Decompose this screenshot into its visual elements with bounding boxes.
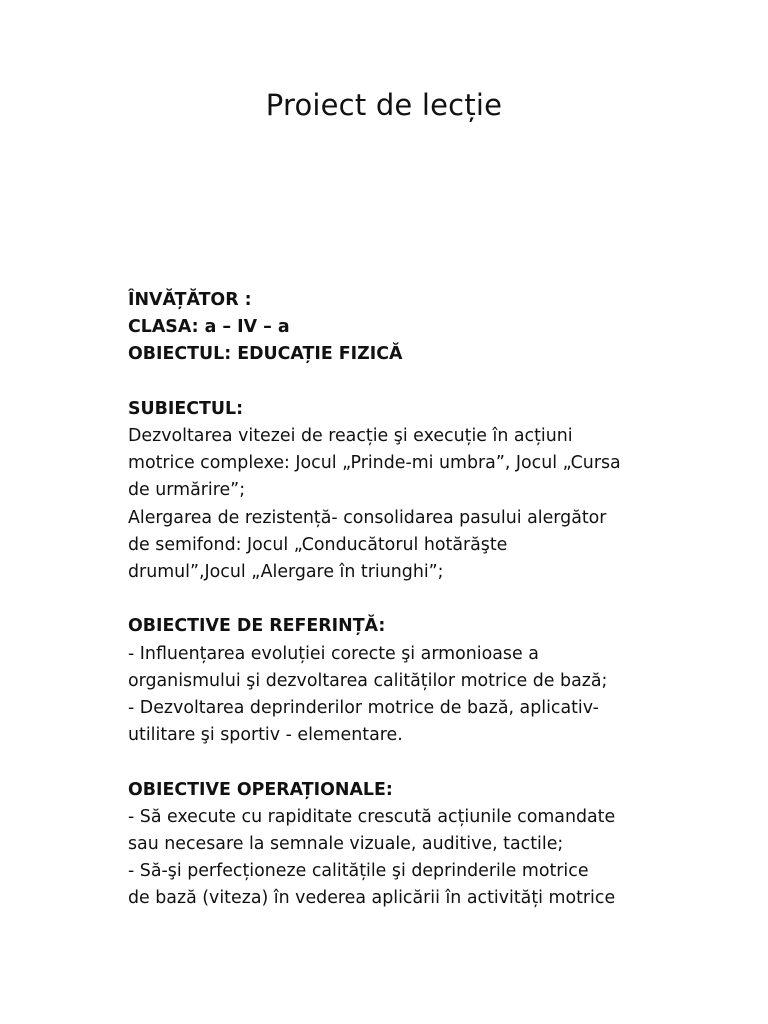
subject-line: OBIECTUL: EDUCAȚIE FIZICĂ bbox=[128, 344, 403, 365]
paragraph-line: de urmărire”; bbox=[128, 480, 246, 501]
paragraph-line: Alergarea de rezistență- consolidarea pasului alergător bbox=[128, 507, 607, 528]
section-spacer bbox=[128, 749, 728, 776]
page-title: Proiect de lecție bbox=[265, 88, 503, 122]
subiectul-section bbox=[128, 396, 728, 586]
section-heading: OBIECTIVE DE REFERINȚĂ: bbox=[128, 616, 386, 637]
paragraph-line: - Să execute cu rapiditate crescută acțiunile comandate bbox=[128, 806, 616, 827]
paragraph-line: organismului şi dezvoltarea calităților motrice de bază; bbox=[128, 670, 608, 691]
paragraph-line: utilitare şi sportiv - elementare. bbox=[128, 725, 403, 746]
obiective-operationale-section bbox=[128, 777, 728, 913]
paragraph-line: - Dezvoltarea deprinderilor motrice de bază, aplicativ- bbox=[128, 698, 599, 719]
section-heading: SUBIECTUL: bbox=[128, 398, 244, 419]
paragraph-line: - Influențarea evoluției corecte şi armonioase a bbox=[128, 643, 539, 664]
class-line: CLASA: a – IV – a bbox=[128, 317, 290, 338]
paragraph-line: Dezvoltarea vitezei de reacție şi execuție în acțiuni bbox=[128, 426, 573, 446]
paragraph-line: drumul”,Jocul „Alergare în triunghi”; bbox=[128, 562, 444, 583]
paragraph-line: motrice complexe: Jocul „Prinde-mi umbra”, Jocul „Cursa bbox=[128, 453, 621, 474]
paragraph-line: de bază (viteza) în vederea aplicării în activități motrice bbox=[128, 888, 616, 909]
section-spacer bbox=[128, 586, 728, 613]
paragraph-line: - Să-şi perfecționeze calitățile şi deprinderile motrice bbox=[128, 861, 589, 882]
document-body bbox=[128, 287, 728, 913]
teacher-label: ÎNVĂȚĂTOR : bbox=[128, 290, 252, 310]
paragraph-line: sau necesare la semnale vizuale, auditive, tactile; bbox=[128, 834, 564, 855]
obiective-referinta-section bbox=[128, 613, 728, 749]
paragraph-line: de semifond: Jocul „Conducătorul hotărăşte bbox=[128, 534, 508, 555]
section-spacer bbox=[128, 369, 728, 396]
section-heading: OBIECTIVE OPERAȚIONALE: bbox=[128, 779, 393, 800]
